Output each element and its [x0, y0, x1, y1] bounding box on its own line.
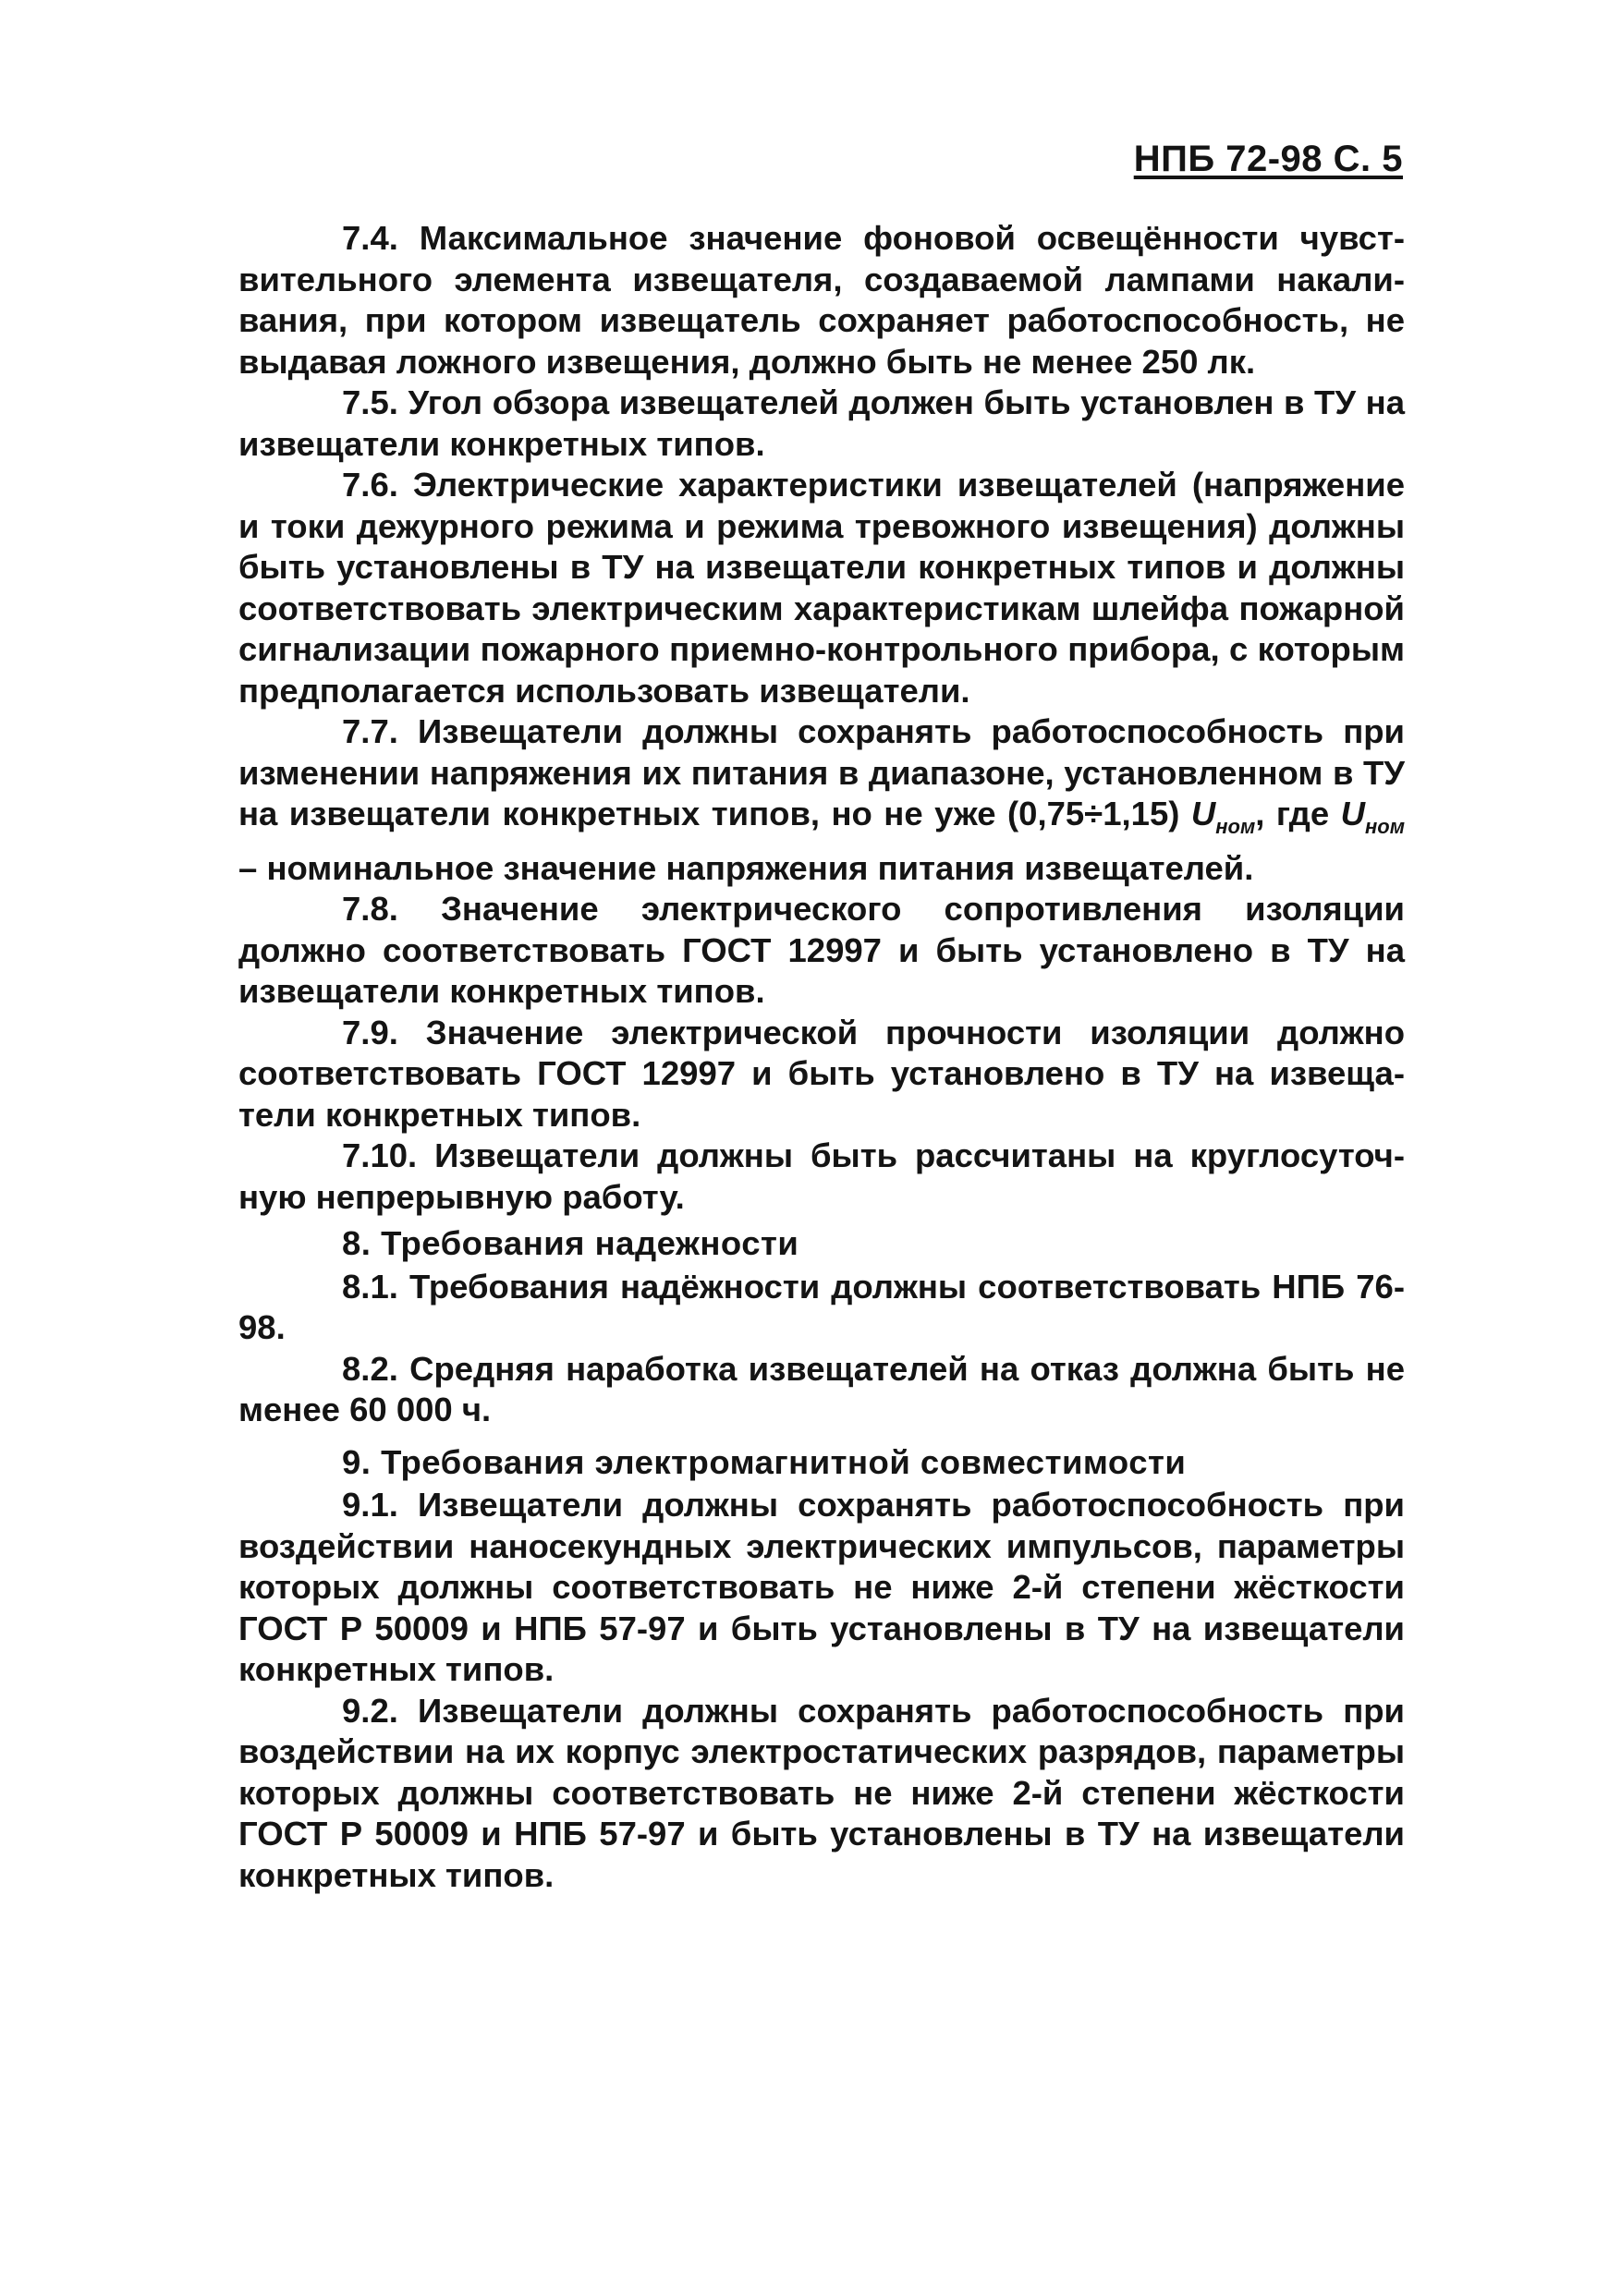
paragraph-9-2: 9.2. Извещатели должны сохранять работоспособность при воздействии на их корпус электростатических разрядов, параметры которых должны соответствовать не ниже 2-й степени жёсткости ГОСТ Р 50009 и НПБ 57-97 и быть установлены в ТУ на извещатели конкретных типов.	[238, 1691, 1405, 1894]
paragraph-7-10: 7.10. Извещатели должны быть рассчитаны на круглосуточную непрерывную работу.	[238, 1136, 1405, 1216]
where-word: где	[1275, 795, 1330, 832]
section-heading-9: 9. Требования электромагнитной совместимости	[342, 1442, 1187, 1481]
voltage-subscript-2: ном	[1364, 815, 1405, 838]
paragraph-7-6: 7.6. Электрические характеристики извещателей (напряжение и токи дежурного режима и режима тревожного извещения) должны быть установлены в ТУ на извещатели конкретных типов и должны соответствовать электрическим характеристикам шлейфа пожарной сигнализации пожарного приемно-контрольного прибора, с которым предполагается использовать извещатели.	[238, 466, 1405, 710]
document-body	[238, 218, 1405, 1896]
paragraph-8-2: 8.2. Средняя наработка извещателей на отказ должна быть не менее 60 000 ч.	[238, 1349, 1405, 1428]
voltage-symbol-2: U	[1340, 795, 1365, 832]
voltage-symbol: U	[1190, 795, 1216, 832]
paragraph-7-7-continuation: – номинальное значение напряжения питания извещателей.	[238, 848, 1254, 887]
paragraph-8-1: 8.1. Требования надёжности должны соответствовать НПБ 76-98.	[238, 1267, 1405, 1346]
paragraph-7-7-text: 7.7. Извещатели должны сохранять работоспособность при изменении напряжения их питания в диапазоне, установленном в ТУ на извещатели конкретных типов, но не уже (0,75÷1,15)	[238, 712, 1405, 832]
paragraph-9-1: 9.1. Извещатели должны сохранять работоспособность при воздействии наносекундных электрических импульсов, параметры которых должны соответствовать не ниже 2-й степени жёсткости ГОСТ Р 50009 и НПБ 57-97 и быть установлены в ТУ на извещатели конкретных типов.	[238, 1486, 1405, 1688]
paragraph-7-4: 7.4. Максимальное значение фоновой освещённости чувствительного элемента извещателя, создаваемой лампами накаливания, при котором извещатель сохраняет работоспособность, не выдавая ложного извещения, должно быть не менее 250 лк.	[238, 219, 1405, 381]
paragraph-7-9: 7.9. Значение электрической прочности изоляции должно соответствовать ГОСТ 12997 и быть установлено в ТУ на извещатели конкретных типов.	[238, 1013, 1405, 1134]
voltage-subscript: ном	[1215, 815, 1256, 838]
section-heading-8: 8. Требования надежности	[342, 1224, 799, 1262]
paragraph-7-5: 7.5. Угол обзора извещателей должен быть установлен в ТУ на извещатели конкретных типов.	[238, 383, 1405, 463]
paragraph-7-7: 7.7. Извещатели должны сохранять работоспособность при изменении напряжения их питания в диапазоне, установленном в ТУ на извещатели конкретных типов, но не уже (0,75÷1,15) $U_{ном}$, где $U_{ном}$ – номинальное значение напряжения питания извещателей.	[238, 712, 1405, 887]
page-header: НПБ 72-98 С. 5	[1133, 139, 1403, 179]
spacer	[238, 1431, 1405, 1437]
paragraph-7-8: 7.8. Значение электрического сопротивления изоляции должно соответствовать ГОСТ 12997 и быть установлено в ТУ на извещатели конкретных типов.	[238, 890, 1405, 1010]
